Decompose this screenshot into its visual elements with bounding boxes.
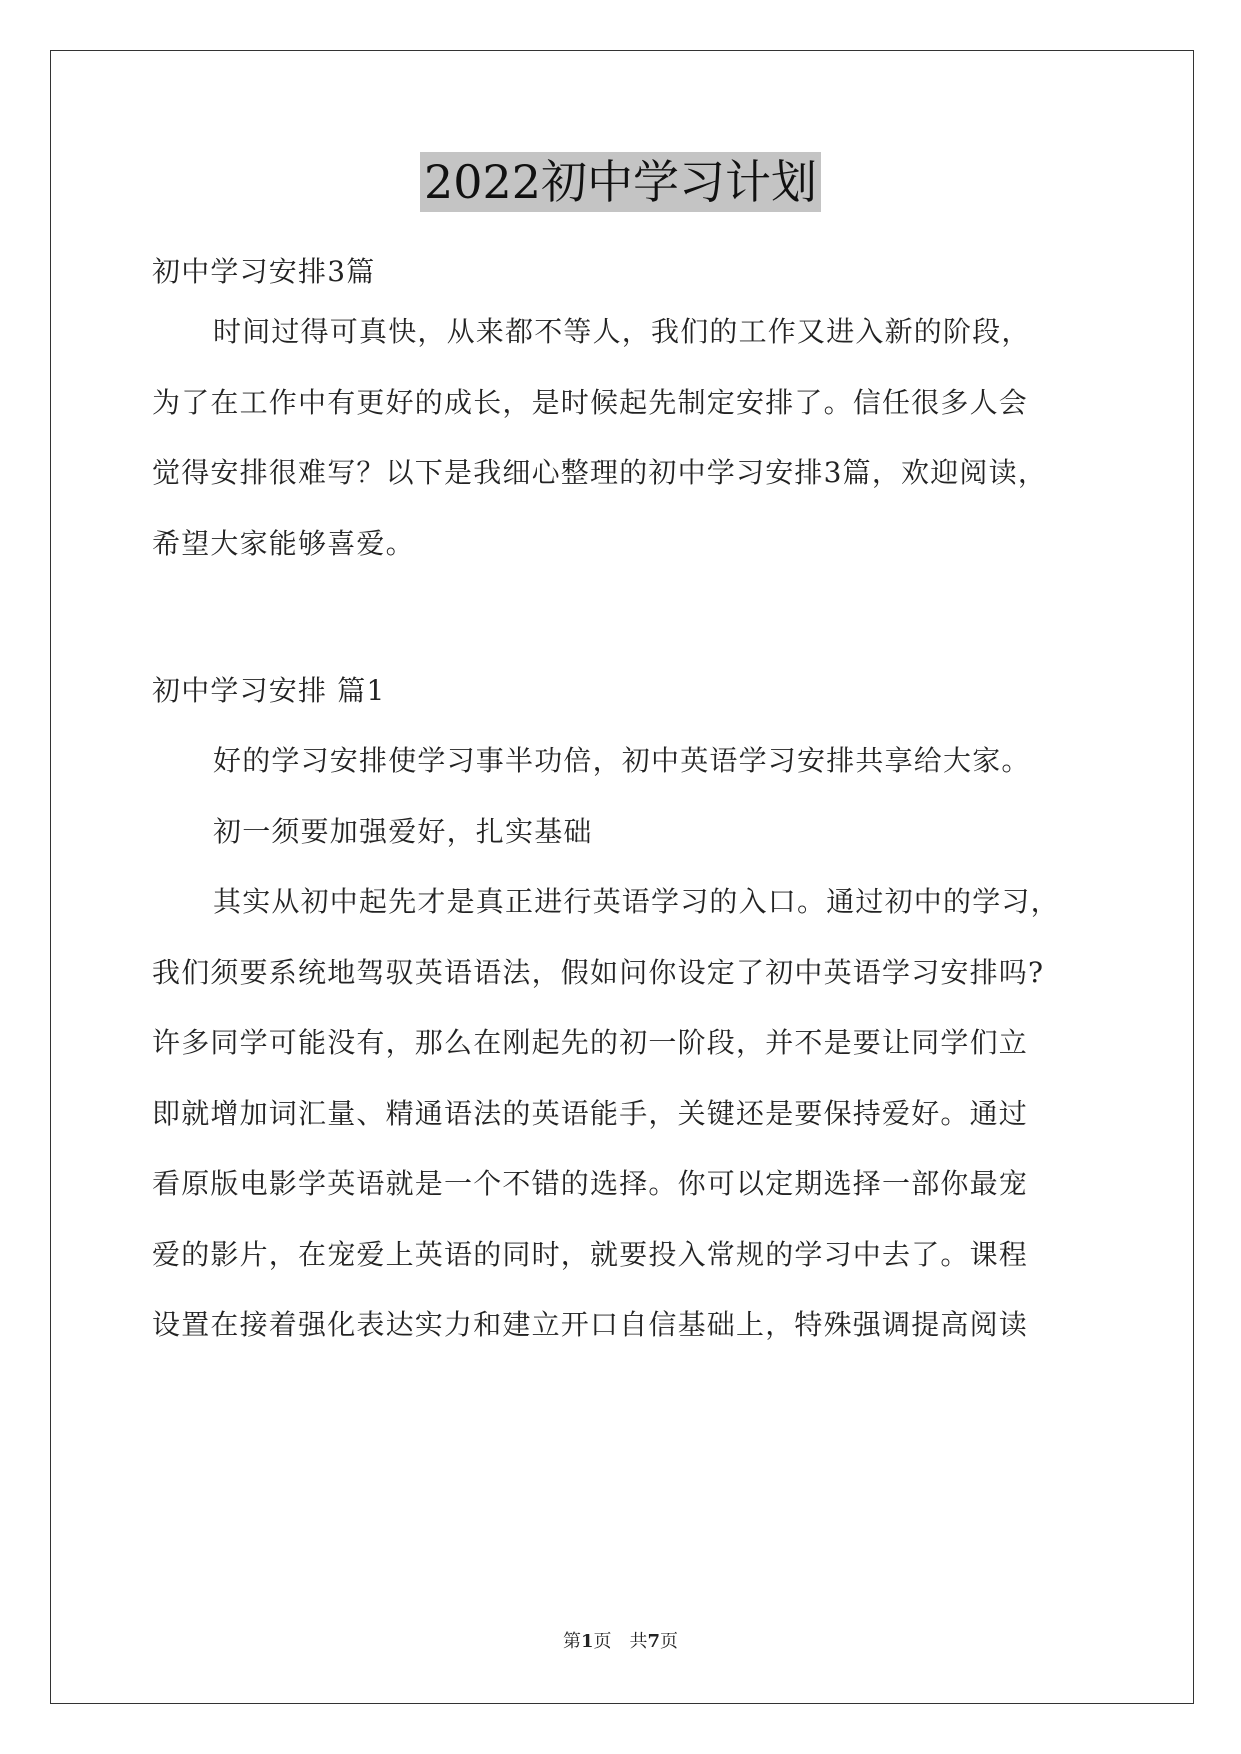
paragraph-line: 许多同学可能没有，那么在刚起先的初一阶段，并不是要让同学们立 [152,1026,1029,1059]
footer-page-current: 1 [580,1631,594,1652]
paragraph-line: 设置在接着强化表达实力和建立开口自信基础上，特殊强调提高阅读 [152,1308,1029,1341]
paragraph-line: 爱的影片，在宠爱上英语的同时，就要投入常规的学习中去了。课程 [152,1238,1029,1271]
page-footer [0,1630,1241,1654]
paragraph-line: 即就增加词汇量、精通语法的英语能手，关键还是要保持爱好。通过 [152,1097,1029,1130]
section-heading: 初中学习安排3篇 [152,255,376,288]
document-title: 2022初中学习计划 [420,152,821,212]
paragraph-line: 看原版电影学英语就是一个不错的选择。你可以定期选择一部你最宠 [152,1167,1029,1200]
title-container [0,152,1241,212]
page-border [50,50,1194,1704]
footer-page-suffix: 页 [593,1631,612,1652]
paragraph-line: 初一须要加强爱好，扎实基础 [213,815,593,848]
paragraph-line: 觉得安排很难写？以下是我细心整理的初中学习安排3篇，欢迎阅读， [152,456,1048,489]
footer-page-total: 7 [647,1631,661,1652]
paragraph-line: 其实从初中起先才是真正进行英语学习的入口。通过初中的学习， [213,885,1060,918]
paragraph-line: 时间过得可真快，从来都不等人，我们的工作又进入新的阶段， [213,315,1031,348]
paragraph-line: 为了在工作中有更好的成长，是时候起先制定安排了。信任很多人会 [152,386,1029,419]
footer-page-prefix: 第 [562,1631,581,1652]
footer-total-prefix: 共 [629,1631,648,1652]
section-heading: 初中学习安排 篇1 [152,674,386,707]
paragraph-line: 希望大家能够喜爱。 [152,527,415,560]
paragraph-line: 好的学习安排使学习事半功倍，初中英语学习安排共享给大家。 [213,744,1031,777]
footer-total-suffix: 页 [660,1631,679,1652]
paragraph-line: 我们须要系统地驾驭英语语法，假如问你设定了初中英语学习安排吗? [152,956,1045,989]
